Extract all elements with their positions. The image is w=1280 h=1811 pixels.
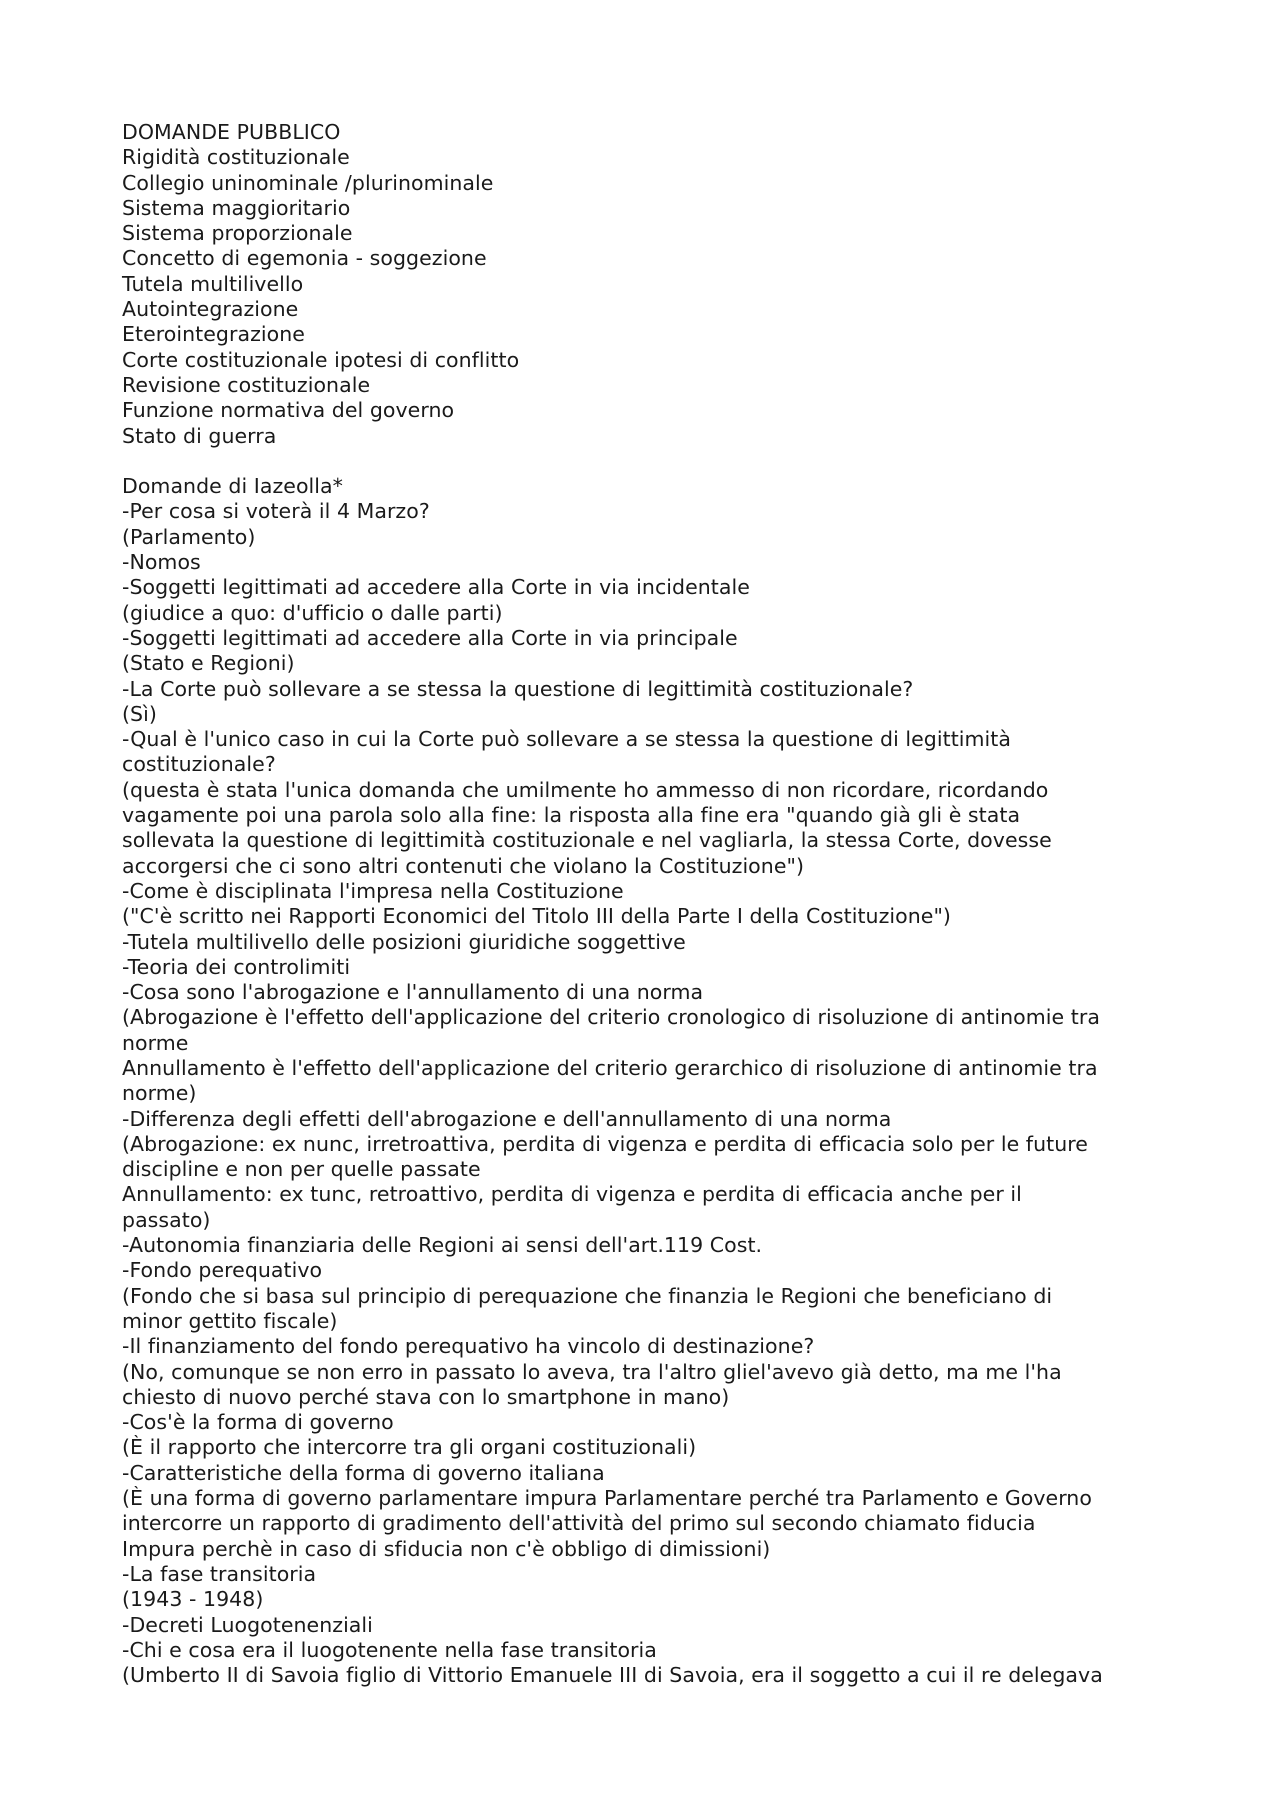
section-title: Domande di Iazeolla* — [122, 474, 343, 499]
text-line: (Abrogazione è l'effetto dell'applicazione del criterio cronologico di risoluzione di antinomie tra — [122, 1005, 1100, 1030]
text-line: (Fondo che si basa sul principio di perequazione che finanzia le Regioni che beneficiano di — [122, 1283, 1053, 1308]
text-line: Impura perchè in caso di sfiducia non c'è obbligo di dimissioni) — [122, 1536, 771, 1561]
text-line: -Come è disciplinata l'impresa nella Costituzione — [122, 878, 624, 903]
text-line: -Decreti Luogotenenziali — [122, 1612, 373, 1637]
text-line: (È il rapporto che intercorre tra gli organi costituzionali) — [122, 1435, 697, 1460]
blank-line — [122, 449, 1162, 474]
text-line: sollevata la questione di legittimità costituzionale e nel vagliarla, la stessa Corte, dovesse — [122, 828, 1052, 853]
text-line: (Sì) — [122, 701, 157, 726]
text-line: -La fase transitoria — [122, 1561, 317, 1586]
list-item: Rigidità costituzionale — [122, 145, 350, 170]
list-item: Funzione normativa del governo — [122, 398, 455, 423]
text-line: -Soggetti legittimati ad accedere alla Corte in via principale — [122, 625, 738, 650]
section-title: DOMANDE PUBBLICO — [122, 120, 341, 144]
text-line: norme) — [122, 1081, 197, 1106]
text-line: -Cosa sono l'abrogazione e l'annullamento di una norma — [122, 980, 704, 1005]
text-line: intercorre un rapporto di gradimento dell'attività del primo sul secondo chiamato fiducia — [122, 1511, 1036, 1536]
text-line: costituzionale? — [122, 752, 276, 777]
list-item: Eterointegrazione — [122, 322, 305, 347]
section-domande-iazeolla — [122, 474, 1162, 1688]
list-item: Tutela multilivello — [122, 271, 304, 296]
text-line: chiesto di nuovo perché stava con lo smartphone in mano) — [122, 1384, 730, 1409]
list-item: Concetto di egemonia - soggezione — [122, 246, 487, 271]
section-domande-pubblico — [122, 120, 1162, 449]
list-item: Collegio uninominale /plurinominale — [122, 170, 494, 195]
text-line: discipline e non per quelle passate — [122, 1157, 481, 1182]
text-line: (Parlamento) — [122, 524, 256, 549]
list-item: Sistema maggioritario — [122, 195, 351, 220]
text-line: Annullamento: ex tunc, retroattivo, perdita di vigenza e perdita di efficacia anche per il — [122, 1182, 1022, 1207]
text-line: vagamente poi una parola solo alla fine: la risposta alla fine era "quando già gli è stata — [122, 803, 1021, 828]
list-item: Revisione costituzionale — [122, 372, 371, 397]
text-line: -Caratteristiche della forma di governo italiana — [122, 1460, 605, 1485]
text-line: -Il finanziamento del fondo perequativo ha vincolo di destinazione? — [122, 1334, 815, 1359]
text-line: (questa è stata l'unica domanda che umilmente ho ammesso di non ricordare, ricordando — [122, 777, 1049, 802]
text-line: (No, comunque se non erro in passato lo aveva, tra l'altro gliel'avevo già detto, ma me l'ha — [122, 1359, 1062, 1384]
text-line: -Qual è l'unico caso in cui la Corte può sollevare a se stessa la questione di legittimità — [122, 727, 1011, 752]
text-line: (Stato e Regioni) — [122, 651, 295, 676]
text-line: ("C'è scritto nei Rapporti Economici del Titolo III della Parte I della Costituzione") — [122, 904, 951, 929]
text-line: -Tutela multilivello delle posizioni giuridiche soggettive — [122, 929, 686, 954]
text-line: -Teoria dei controlimiti — [122, 954, 351, 979]
text-line: -Cos'è la forma di governo — [122, 1410, 394, 1435]
text-line: (Abrogazione: ex nunc, irretroattiva, perdita di vigenza e perdita di efficacia solo per le future — [122, 1131, 1088, 1156]
text-line: norme — [122, 1030, 189, 1055]
text-line: -Nomos — [122, 550, 201, 575]
text-line: -Autonomia finanziaria delle Regioni ai sensi dell'art.119 Cost. — [122, 1233, 763, 1258]
text-line: (Umberto II di Savoia figlio di Vittorio Emanuele III di Savoia, era il soggetto a cui il re delegava — [122, 1663, 1103, 1688]
text-line: -Fondo perequativo — [122, 1258, 323, 1283]
text-line: -La Corte può sollevare a se stessa la questione di legittimità costituzionale? — [122, 676, 914, 701]
list-item: Autointegrazione — [122, 297, 299, 322]
text-line: -Differenza degli effetti dell'abrogazione e dell'annullamento di una norma — [122, 1106, 892, 1131]
text-line: -Chi e cosa era il luogotenente nella fase transitoria — [122, 1637, 657, 1662]
text-line: (giudice a quo: d'ufficio o dalle parti) — [122, 600, 503, 625]
text-line: passato) — [122, 1207, 211, 1232]
list-item: Stato di guerra — [122, 423, 277, 448]
text-line: minor gettito fiscale) — [122, 1308, 338, 1333]
text-line: -Soggetti legittimati ad accedere alla Corte in via incidentale — [122, 575, 750, 600]
text-line: (È una forma di governo parlamentare impura Parlamentare perché tra Parlamento e Governo — [122, 1486, 1092, 1511]
document-page — [122, 120, 1162, 1688]
list-item: Sistema proporzionale — [122, 221, 353, 246]
text-line: Annullamento è l'effetto dell'applicazione del criterio gerarchico di risoluzione di antinomie tra — [122, 1055, 1098, 1080]
list-item: Corte costituzionale ipotesi di conflitto — [122, 347, 520, 372]
text-line: accorgersi che ci sono altri contenuti che violano la Costituzione") — [122, 853, 805, 878]
text-line: -Per cosa si voterà il 4 Marzo? — [122, 499, 430, 524]
text-line: (1943 - 1948) — [122, 1587, 264, 1612]
